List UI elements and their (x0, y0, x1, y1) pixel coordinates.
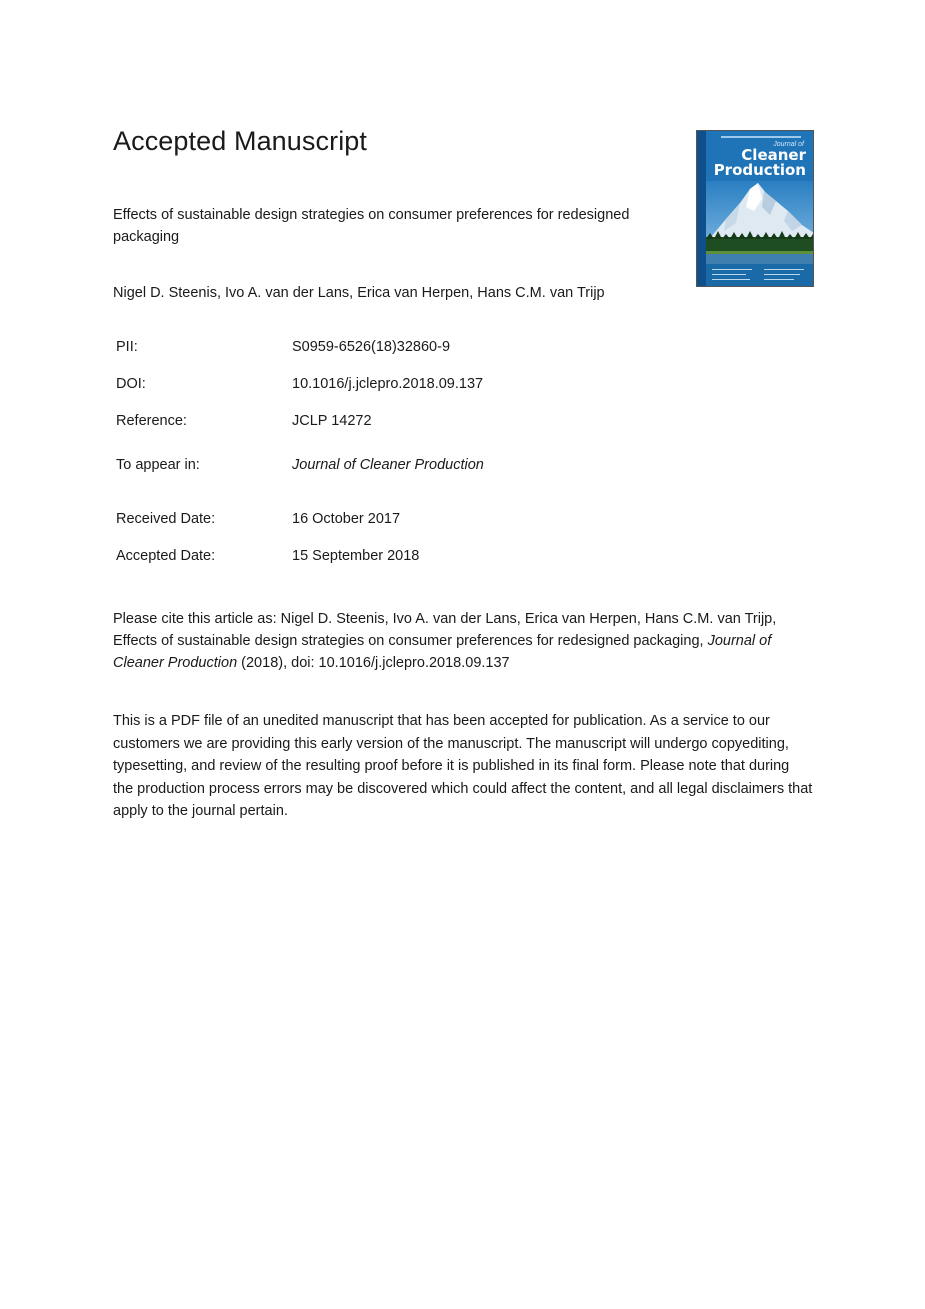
pii-label: PII: (116, 339, 138, 355)
doi-value: 10.1016/j.jclepro.2018.09.137 (292, 376, 484, 392)
article-authors: Nigel D. Steenis, Ivo A. van der Lans, Erica van Herpen, Hans C.M. van Trijp (113, 285, 605, 301)
article-title: Effects of sustainable design strategies on consumer preferences for redesigned packaging (113, 207, 630, 245)
cover-mountain-illustration (706, 181, 814, 267)
reference-value: JCLP 14272 (292, 413, 372, 429)
received-date-value: 16 October 2017 (292, 511, 401, 527)
cover-title-line1: Cleaner (741, 146, 806, 164)
journal-cover-image (696, 130, 814, 287)
cover-side-strip (697, 131, 706, 286)
citation-paragraph (113, 608, 813, 674)
accepted-date-label: Accepted Date: (116, 548, 216, 564)
citation-journal: Journal of Cleaner Production (113, 633, 772, 671)
received-date-label: Received Date: (116, 511, 216, 527)
citation-prefix: Please cite this article as: Nigel D. Steenis, Ivo A. van der Lans, Erica van Herpen, Hans C.M. van Trijp, Effects of sustainable design strategies on consumer preferences for redesigned packaging, (113, 611, 777, 649)
appear-in-label: To appear in: (116, 457, 200, 473)
cover-journal-title (714, 148, 806, 178)
manuscript-notice: This is a PDF file of an unedited manuscript that has been accepted for publication. As a service to our customers we are providing this early version of the manuscript. The manuscript will undergo copyediting, typesetting, and review of the resulting proof before it is published in its final form. Please note that during the production process errors may be discovered which could affect the content, and all legal disclaimers that apply to the journal pertain. (113, 713, 813, 819)
citation-suffix: (2018), doi: 10.1016/j.jclepro.2018.09.137 (237, 655, 510, 671)
cover-footer-band (706, 264, 814, 286)
cover-top-line (721, 136, 801, 138)
doi-label: DOI: (116, 376, 146, 392)
pii-value: S0959-6526(18)32860-9 (292, 339, 451, 355)
cover-small-title: Journal of (773, 141, 804, 148)
page-heading: Accepted Manuscript (113, 126, 368, 156)
cover-title-line2: Production (713, 161, 806, 179)
appear-in-value: Journal of Cleaner Production (292, 457, 484, 473)
accepted-date-value: 15 September 2018 (292, 548, 420, 564)
reference-label: Reference: (116, 413, 187, 429)
